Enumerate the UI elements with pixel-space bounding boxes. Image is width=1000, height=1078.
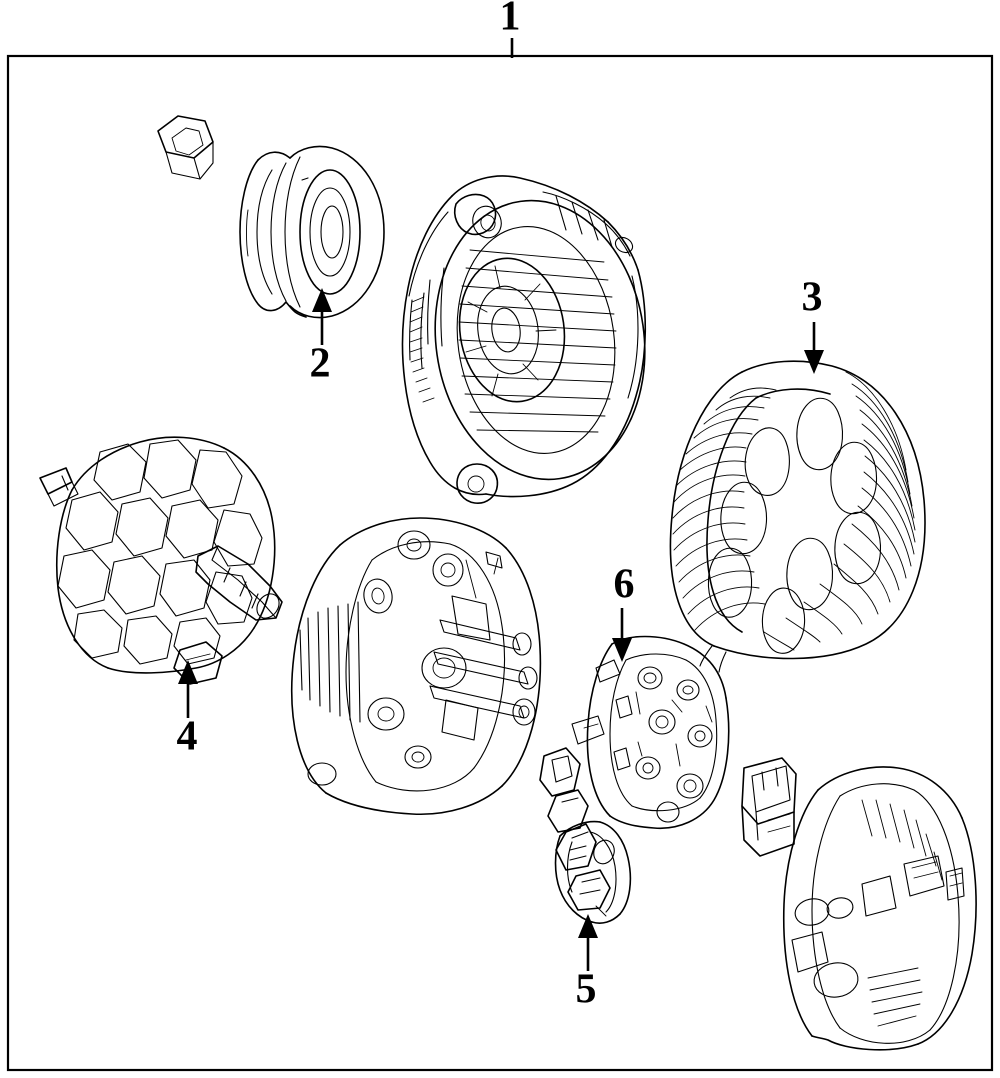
callout-2-label: 2 [309,340,331,387]
part-rotor [40,437,284,684]
callout-2 [310,288,333,387]
callout-6 [612,562,635,662]
part-nut [158,116,213,179]
callout-5 [576,914,599,1013]
callout-1-label: 1 [499,0,521,40]
part-rear-cover [784,767,976,1050]
part-stator [670,361,925,672]
callout-3-label: 3 [801,274,823,321]
callout-1 [500,0,521,58]
callout-4 [177,660,199,760]
part-rear-housing [292,518,541,814]
diagram-border [8,56,992,1070]
callout-4-label: 4 [176,713,198,760]
part-brush-holder [556,822,631,924]
callout-5-label: 5 [575,966,597,1013]
part-terminal-cover [742,758,796,856]
callout-4-arrowhead [178,660,198,684]
part-front-housing [403,176,663,503]
callout-2-arrowhead [312,288,332,312]
part-pulley [240,146,384,317]
callout-6-label: 6 [613,561,635,608]
callout-3 [802,275,825,374]
